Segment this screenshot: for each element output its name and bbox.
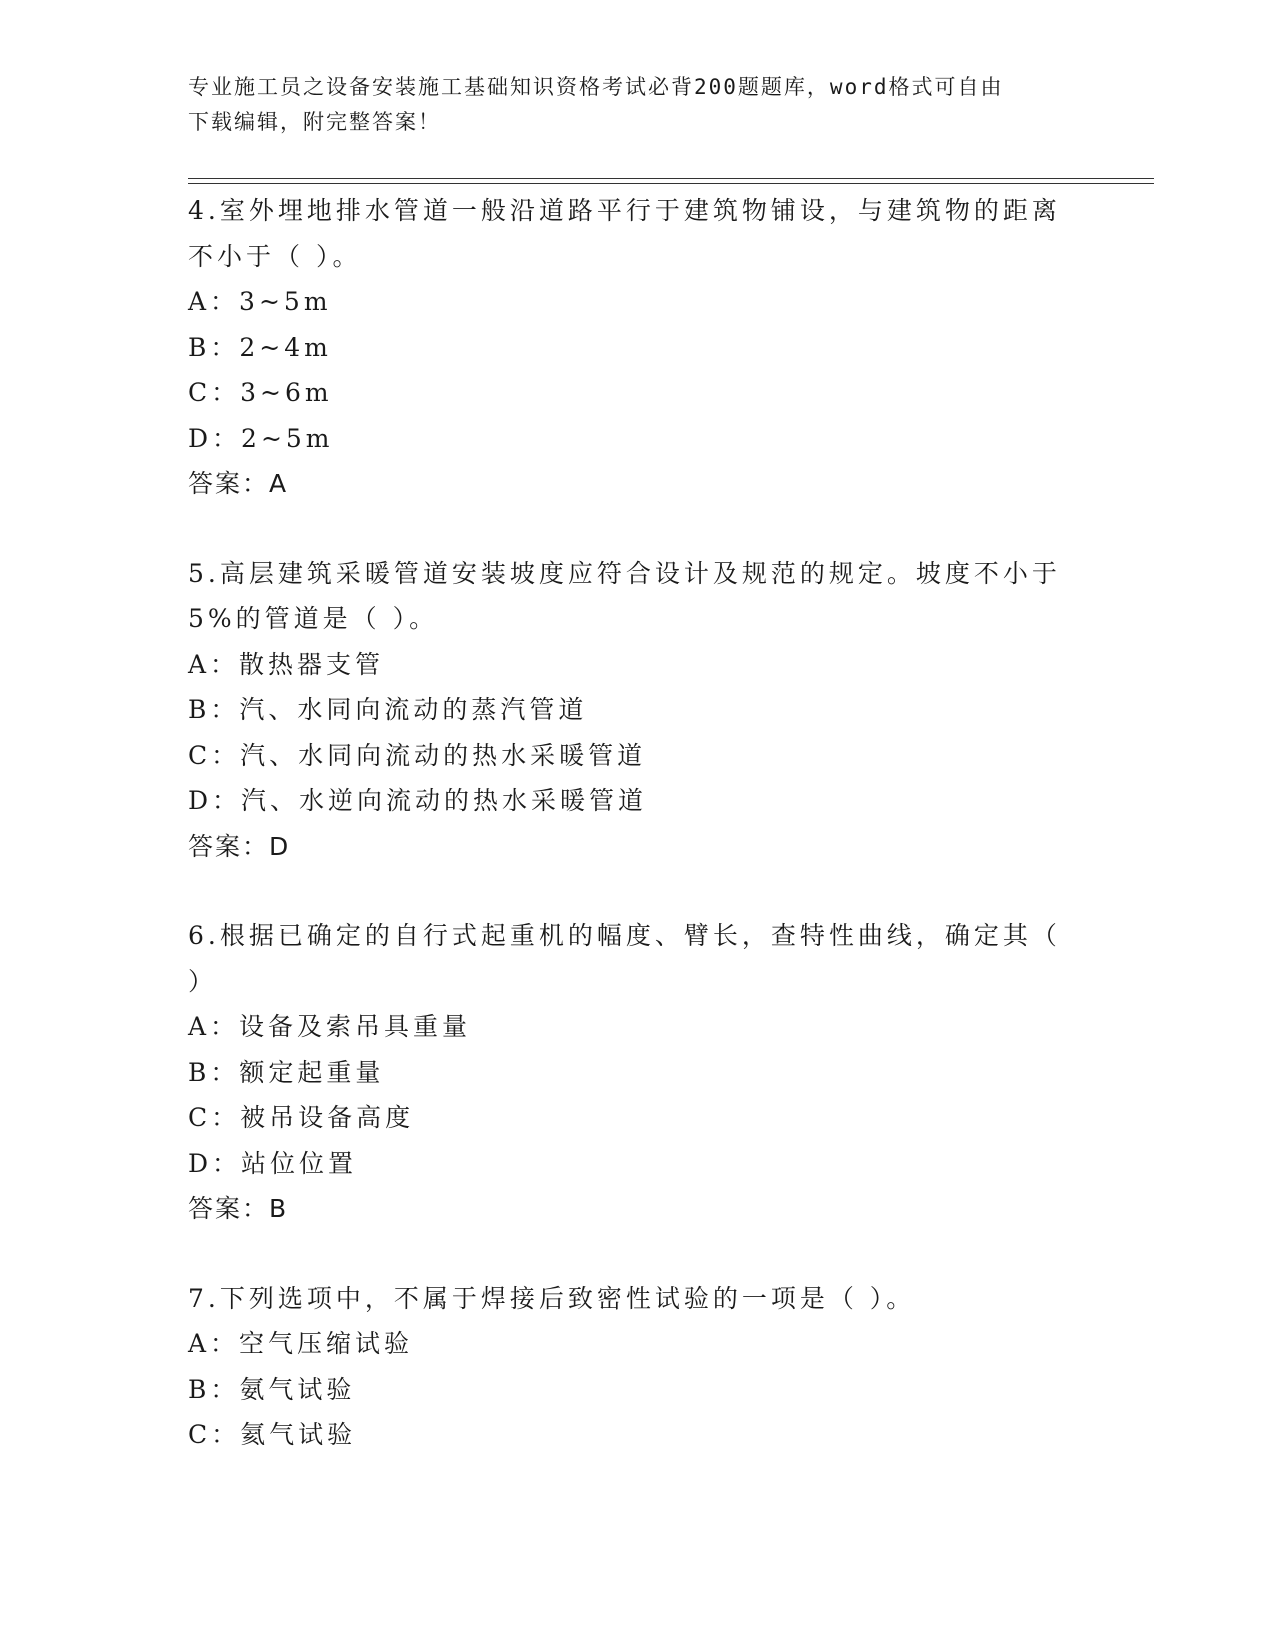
option-b: B：额定起重量 bbox=[188, 1057, 385, 1087]
question-stem-line: 5.高层建筑采暖管道安装坡度应符合设计及规范的规定。坡度不小于 bbox=[188, 558, 1061, 588]
answer-line: 答案：A bbox=[188, 469, 289, 498]
question-stem-line: ） bbox=[188, 966, 218, 996]
document-header bbox=[188, 70, 1088, 140]
question-item bbox=[188, 551, 1088, 870]
header-line-2: 下载编辑，附完整答案！ bbox=[188, 110, 441, 134]
header-divider-bottom bbox=[188, 183, 1154, 184]
option-d: D：2~5m bbox=[188, 423, 334, 453]
option-b: B：2~4m bbox=[188, 332, 332, 362]
option-a: A：3~5m bbox=[188, 287, 332, 316]
option-b: B：汽、水同向流动的蒸汽管道 bbox=[188, 695, 588, 724]
answer-line: 答案：D bbox=[188, 831, 291, 861]
header-line-1: 专业施工员之设备安装施工基础知识资格考试必背200题题库，word格式可自由 bbox=[188, 75, 1004, 99]
question-item bbox=[188, 188, 1088, 507]
option-c: C：被吊设备高度 bbox=[188, 1103, 415, 1132]
question-stem-line: 4.室外埋地排水管道一般沿道路平行于建筑物铺设，与建筑物的距离 bbox=[188, 196, 1061, 225]
option-a: A：散热器支管 bbox=[188, 649, 385, 679]
header-divider-top bbox=[188, 178, 1154, 179]
question-stem-line: 7.下列选项中，不属于焊接后致密性试验的一项是（ ）。 bbox=[188, 1283, 916, 1313]
option-b: B：氨气试验 bbox=[188, 1374, 356, 1404]
question-list bbox=[188, 188, 1088, 1458]
question-item bbox=[188, 1276, 1088, 1458]
option-d: D：汽、水逆向流动的热水采暖管道 bbox=[188, 786, 648, 815]
question-stem-line: 5%的管道是（ ）。 bbox=[188, 604, 439, 633]
option-a: A：设备及索吊具重量 bbox=[188, 1012, 472, 1041]
option-c: C：汽、水同向流动的热水采暖管道 bbox=[188, 740, 647, 770]
question-stem-line: 6.根据已确定的自行式起重机的幅度、臂长，查特性曲线，确定其（ bbox=[188, 921, 1061, 950]
option-a: A：空气压缩试验 bbox=[188, 1329, 414, 1358]
answer-line: 答案：B bbox=[188, 1194, 289, 1223]
option-c: C：3~6m bbox=[188, 378, 333, 407]
option-d: D：站位位置 bbox=[188, 1148, 358, 1178]
option-c: C：氦气试验 bbox=[188, 1420, 357, 1449]
question-item bbox=[188, 913, 1088, 1232]
question-stem-line: 不小于（ ）。 bbox=[188, 241, 362, 271]
